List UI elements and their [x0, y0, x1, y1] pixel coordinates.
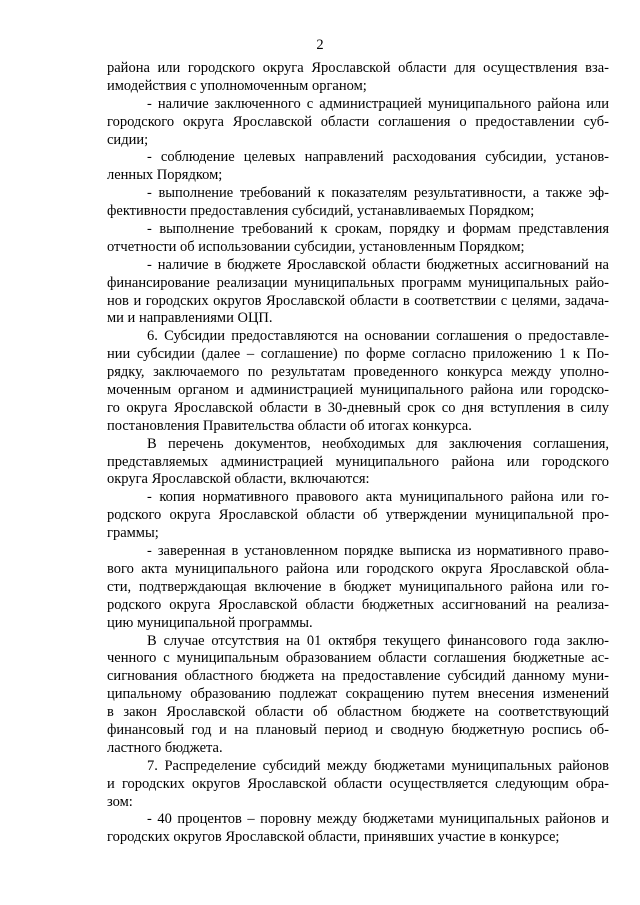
text-line: ластного бюджета.: [107, 739, 223, 756]
text-line: родского округа Ярославской области бюджетных ассигнований на реализа-: [107, 596, 609, 613]
text-line: 6. Субсидии предоставляются на основании соглашения о предоставле-: [147, 328, 609, 345]
text-line: моченным органом и администрацией муниципального района или городско-: [107, 382, 609, 399]
text-line: сидии;: [107, 131, 149, 148]
text-line: вого акта муниципального района или городского округа Ярославской обла-: [107, 560, 609, 577]
text-line: цию муниципальной программы.: [107, 614, 313, 631]
text-line: В перечень документов, необходимых для заключения соглашения,: [147, 435, 609, 452]
text-line: ленных Порядком;: [107, 167, 223, 184]
text-line: граммы;: [107, 525, 159, 542]
text-line: ми и направлениями ОЦП.: [107, 310, 273, 327]
text-line: в закон Ярославской области об областном бюджете на соответствующий: [107, 704, 609, 721]
text-line: - заверенная в установленном порядке выписка из нормативного право-: [147, 543, 609, 560]
text-line: городского округа Ярославской области соглашения о предоставлении суб-: [107, 113, 609, 130]
text-line: - выполнение требований к срокам, порядку и формам представления: [147, 221, 609, 238]
text-line: сти, подтверждающая включение в бюджет муниципального района или го-: [107, 578, 609, 595]
text-line: родского округа Ярославской области об утверждении муниципальной про-: [107, 507, 609, 524]
text-line: отчетности об использовании субсидии, установленным Порядком;: [107, 238, 525, 255]
text-line: - 40 процентов – поровну между бюджетами муниципальных районов и: [147, 811, 609, 828]
text-line: нии субсидии (далее – соглашение) по форме согласно приложению 1 к По-: [107, 346, 609, 363]
text-line: района или городского округа Ярославской области для осуществления вза-: [107, 60, 609, 76]
text-line: финансирование реализации муниципальных программ муниципальных райо-: [107, 274, 609, 291]
page-number: 2: [316, 37, 324, 53]
text-line: рядку, заключаемого по результатам проведенного конкурса между уполно-: [107, 364, 609, 381]
text-line: - наличие заключенного с администрацией муниципального района или: [147, 95, 609, 112]
document-body: [107, 60, 609, 847]
text-line: ципальному образованию подлежат сокращению путем внесения изменений: [107, 686, 609, 703]
text-line: - выполнение требований к показателям результативности, а также эф-: [147, 185, 609, 202]
text-line: В случае отсутствия на 01 октября текущего финансового года заклю-: [147, 632, 609, 649]
text-line: финансовый год и на плановый период и сводную бюджетную роспись об-: [107, 721, 609, 738]
text-line: постановления Правительства области об итогах конкурса.: [107, 417, 472, 434]
text-line: и городских округов Ярославской области осуществляется следующим обра-: [107, 775, 609, 792]
text-line: округа Ярославской области, включаются:: [107, 471, 370, 488]
text-line: - копия нормативного правового акта муниципального района или го-: [147, 489, 609, 506]
text-line: представляемых администрацией муниципального района или городского: [107, 453, 609, 470]
text-line: нов и городских округов Ярославской области в соответствии с целями, задача-: [107, 292, 609, 309]
text-line: сигнования областного бюджета на предоставление субсидий данному муни-: [107, 668, 609, 685]
text-line: зом:: [107, 793, 133, 810]
text-line: - наличие в бюджете Ярославской области бюджетных ассигнований на: [147, 256, 609, 273]
text-line: го округа Ярославской области в 30-дневный срок со дня вступления в силу: [107, 399, 609, 416]
text-line: городских округов Ярославской области, принявших участие в конкурсе;: [107, 829, 560, 846]
text-line: фективности предоставления субсидий, устанавливаемых Порядком;: [107, 203, 535, 220]
text-line: 7. Распределение субсидий между бюджетами муниципальных районов: [147, 757, 609, 774]
text-line: ченного с муниципальным образованием области соглашения бюджетные ас-: [107, 650, 609, 667]
text-line: имодействия с уполномоченным органом;: [107, 77, 367, 94]
text-line: - соблюдение целевых направлений расходования субсидии, установ-: [147, 149, 609, 166]
